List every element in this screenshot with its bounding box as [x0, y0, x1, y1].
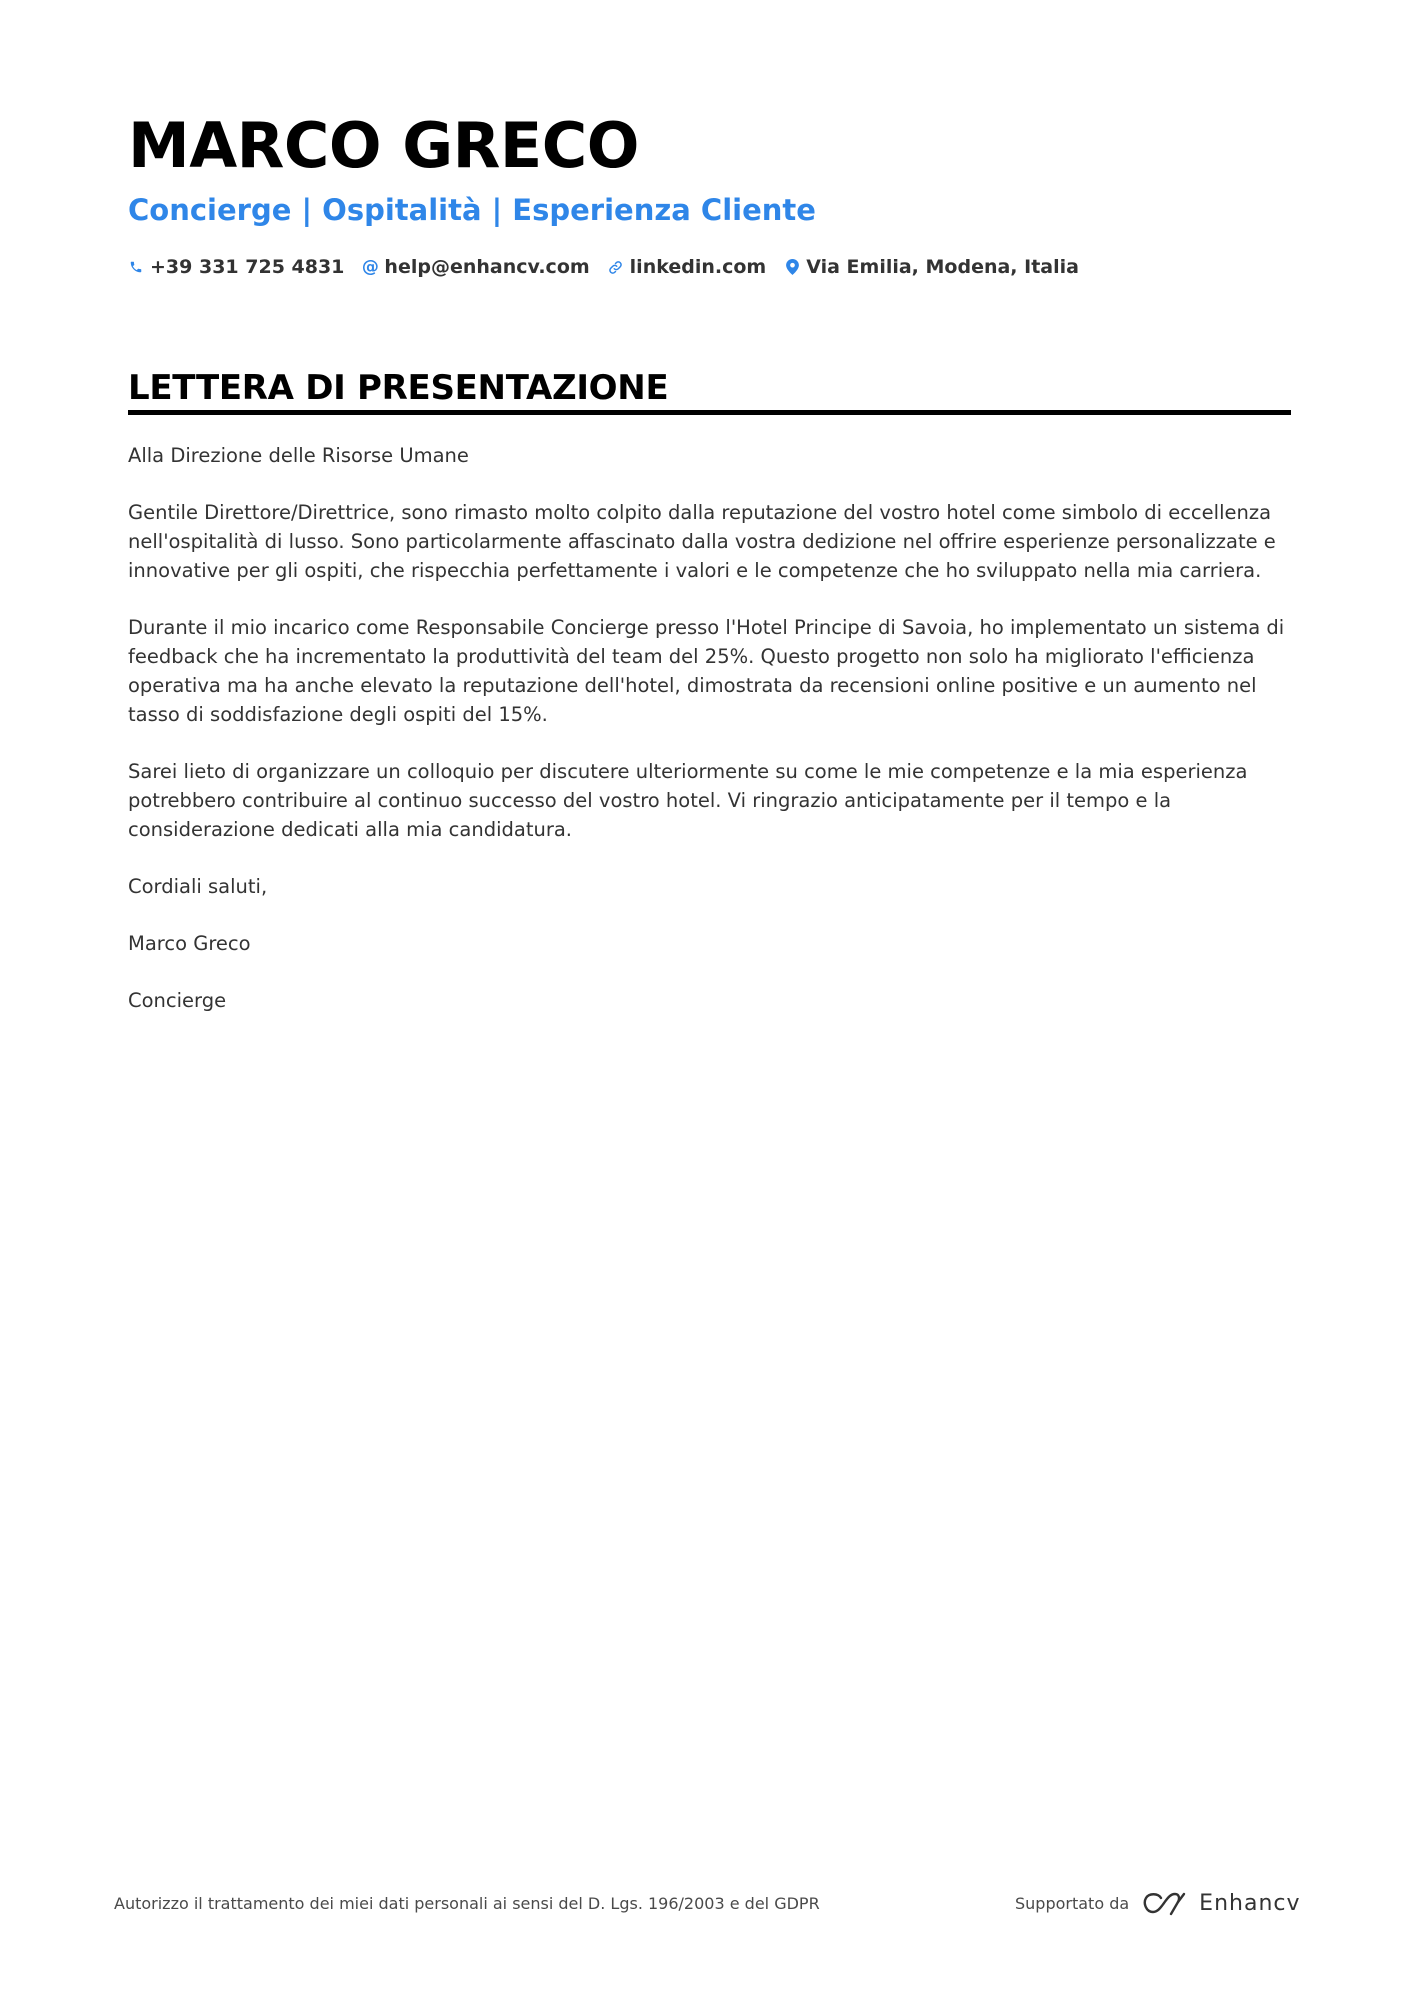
contact-email[interactable] [362, 256, 589, 278]
link-icon [608, 259, 624, 275]
contact-website[interactable] [608, 256, 767, 278]
phone-icon [128, 259, 144, 275]
section-divider [128, 410, 1291, 415]
candidate-title: Concierge | Ospitalità | Esperienza Cliente [128, 193, 816, 227]
letter-paragraph: Sarei lieto di organizzare un colloquio per discutere ulteriormente su come le mie competenze e la mia esperienza potrebbero contribuire al continuo successo del vostro hotel. Vi ringrazio anticipatamente per il tempo e la considerazione dedicati alla mia candidatura. [128, 760, 1248, 841]
salutation-recipient: Alla Direzione delle Risorse Umane [128, 444, 469, 467]
location-text: Via Emilia, Modena, Italia [806, 256, 1079, 278]
signature-name: Marco Greco [128, 932, 251, 955]
letter-paragraph: Gentile Direttore/Direttrice, sono rimasto molto colpito dalla reputazione del vostro hotel come simbolo di eccellenza nell'ospitalità di lusso. Sono particolarmente affascinato dalla vostra dedizione nel offrire esperienze personalizzate e innovative per gli ospiti, che rispecchia perfettamente i valori e le competenze che ho sviluppato nella mia carriera. [128, 501, 1276, 582]
phone-text: +39 331 725 4831 [150, 256, 345, 278]
enhancv-logo-icon[interactable] [1141, 1890, 1187, 1916]
powered-by[interactable] [1015, 1886, 1301, 1920]
contact-phone [128, 256, 344, 278]
closing: Cordiali saluti, [128, 875, 268, 898]
contact-location [784, 256, 1079, 278]
email-text[interactable]: help@enhancv.com [384, 256, 590, 278]
brand-name[interactable]: Enhancv [1199, 1890, 1301, 1916]
section-title: LETTERA DI PRESENTAZIONE [128, 368, 669, 408]
signature-title: Concierge [128, 989, 227, 1012]
location-pin-icon [784, 259, 800, 275]
powered-by-label: Supportato da [1015, 1893, 1130, 1913]
website-text[interactable]: linkedin.com [629, 256, 767, 278]
letter-body [128, 441, 1291, 1043]
at-icon: @ [361, 257, 379, 277]
letter-paragraph: Durante il mio incarico come Responsabile Concierge presso l'Hotel Principe di Savoia, ho implementato un sistema di feedback che ha incrementato la produttività del team del 25%. Questo progetto non solo ha migliorato l'efficienza operativa ma ha anche elevato la reputazione dell'hotel, dimostrata da recensioni online positive e un aumento nel tasso di soddisfazione degli ospiti del 15%. [128, 616, 1285, 726]
contact-bar [128, 252, 1097, 282]
privacy-consent: Autorizzo il trattamento dei miei dati personali ai sensi del D. Lgs. 196/2003 e del GDPR [114, 1894, 820, 1913]
candidate-name: MARCO GRECO [128, 109, 639, 182]
